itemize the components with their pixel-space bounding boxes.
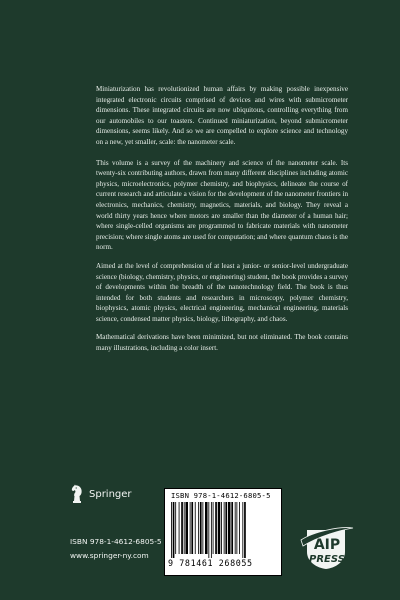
barcode-bar: [190, 502, 191, 554]
barcode-bar: [228, 502, 231, 554]
publisher-info: [70, 535, 162, 563]
barcode-bar: [235, 502, 236, 554]
blurb-paragraph-1: Miniaturization has revolutionized human affairs by making possible inexpensive integrated electronic circuits comprised of devices and wires with submicrometer dimensions. These integrated circuits are now ubiquitous, controlling everything from our automobiles to our toasters. Continued miniaturization, beyond submicrometer dimensions, seems likely. And so we are compelled to explore science and technology on a new, yet smaller, scale: the nanometer scale.: [96, 85, 348, 146]
blurb-paragraph-2: This volume is a survey of the machinery and science of the nanometer scale. Its twenty-six contributing authors, drawn from many different disciplines including atomic physics, microelectronics, polymer chemistry, and biophysics, delineate the course of current research and articulate a vision for the development of the nanometer frontiers in electronics, mechanics, chemistry, magnetics, materials, and biology. They reveal a world thirty years hence where motors are smaller than the diameter of a human hair; where single-celled organisms are programmed to fabricate materials with nanometer precision; where single atoms are used for computation; and where quantum chaos is the norm.: [96, 158, 348, 252]
aip-logo-top: AIP: [313, 537, 341, 553]
knight-chess-piece-icon: [70, 484, 84, 504]
barcode-bar: [236, 502, 237, 554]
barcode-bar: [184, 502, 185, 554]
barcode-bar: [242, 502, 243, 558]
barcode-bar: [205, 502, 208, 554]
barcode-bar: [221, 502, 222, 554]
barcode-bar: [239, 502, 240, 554]
barcode-bar: [231, 502, 233, 554]
barcode-bar: [208, 502, 209, 558]
barcode-bar: [244, 502, 246, 558]
aip-press-logo: [299, 522, 355, 572]
barcode-bar: [213, 502, 214, 554]
blurb-paragraph-4: Mathematical derivations have been minimized, but not eliminated. The book contains many illustrations, including a color insert.: [96, 333, 348, 353]
aip-logo-bottom: PRESS: [309, 554, 345, 565]
barcode-bar: [224, 502, 225, 554]
barcode: [164, 488, 282, 576]
barcode-bar: [215, 502, 217, 554]
publisher-name: Springer: [89, 488, 132, 500]
barcode-bar: [218, 502, 221, 554]
barcode-bar: [179, 502, 180, 554]
isbn-text: ISBN 978-1-4612-6805-5: [70, 537, 162, 546]
barcode-bar: [211, 502, 212, 558]
barcode-bar: [198, 502, 199, 554]
blurb-paragraph-3: Aimed at the level of comprehension of at least a junior- or senior-level undergraduate science (biology, chemistry, physics, or engineering) student, the book provides a survey of developments within the breadth of the nanotechnology field. The book is thus intended for both students and researchers in microscopy, polymer chemistry, biophysics, atomic physics, electrical engineering, mechanical engineering, materials science, condensed matter physics, biology, lithography, and chaos.: [96, 261, 348, 323]
barcode-bar: [181, 502, 183, 554]
barcode-bar: [175, 502, 176, 554]
barcode-bar: [225, 502, 227, 554]
publisher-url[interactable]: www.springer-ny.com: [70, 551, 149, 560]
springer-logo: [70, 484, 132, 504]
barcode-bar: [171, 502, 172, 558]
barcode-bars: [170, 502, 276, 558]
barcode-bar: [202, 502, 203, 554]
barcode-bar: [185, 502, 188, 554]
barcode-isbn-label: ISBN 978-1-4612-6805-5: [171, 491, 271, 500]
barcode-bar: [195, 502, 196, 554]
barcode-bar: [200, 502, 202, 554]
back-cover-blurb: [96, 84, 348, 362]
barcode-digits: 9 781461 268055: [168, 558, 253, 568]
barcode-bar: [173, 502, 175, 558]
barcode-bar: [191, 502, 193, 554]
